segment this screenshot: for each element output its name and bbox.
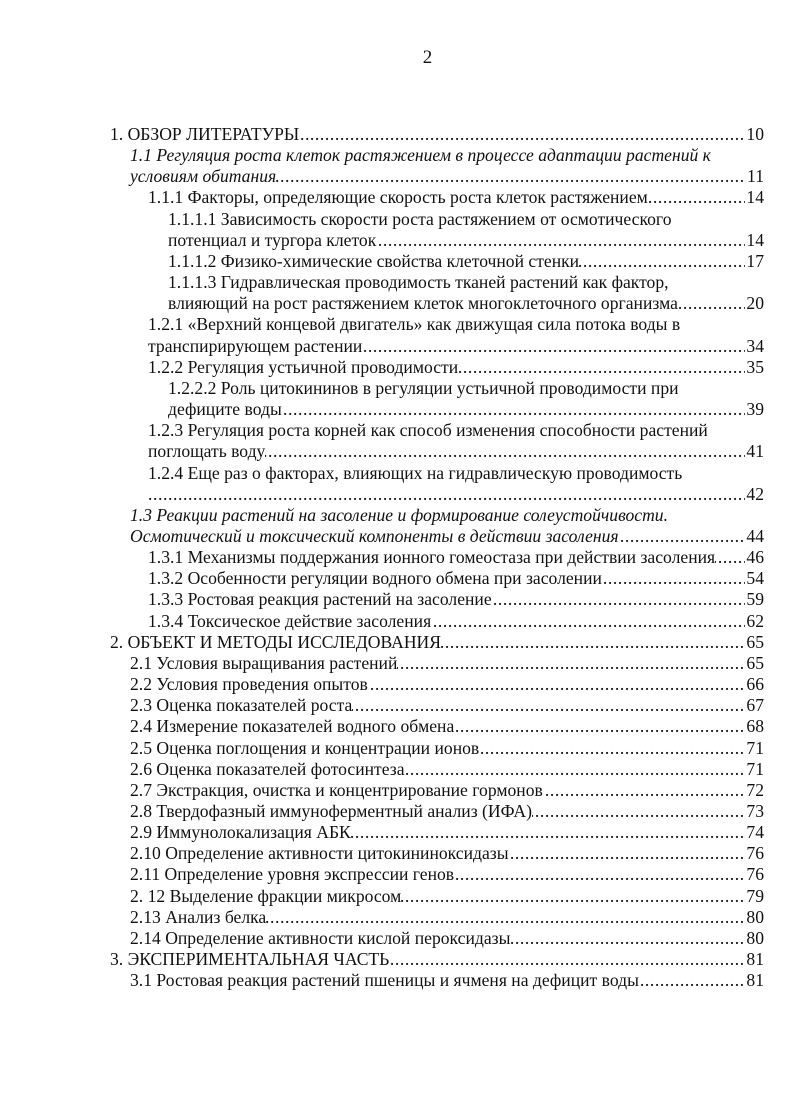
- toc-entry-page: 76: [746, 864, 764, 885]
- toc-entry[interactable]: [110, 843, 764, 864]
- toc-entry[interactable]: [110, 272, 764, 314]
- toc-entry-title: 1.1 Регуляция роста клеток растяжением в процессе адаптации растений к условиям обитания: [130, 145, 711, 187]
- toc-entry[interactable]: [110, 970, 764, 991]
- toc-entry-page: 41: [746, 441, 764, 462]
- toc-entry-page: 80: [746, 927, 764, 948]
- toc-entry-page: 72: [746, 779, 764, 800]
- toc-entry-page: 81: [746, 970, 764, 991]
- toc-entry[interactable]: [110, 695, 764, 716]
- toc-entry-page: 42: [746, 483, 764, 504]
- toc-entry[interactable]: [110, 907, 764, 928]
- toc-entry[interactable]: [110, 187, 764, 208]
- toc-entry-title: 2.14 Определение активности кислой пероксидазы: [130, 927, 511, 948]
- toc-entry-title: 1.3.4 Токсическое действие засоления: [148, 610, 432, 631]
- toc-entry[interactable]: [110, 632, 764, 653]
- toc-entry[interactable]: [110, 314, 764, 356]
- toc-entry-title: 2.8 Твердофазный иммуноферментный анализ (ИФА): [130, 800, 532, 821]
- page-number: 2: [422, 47, 433, 68]
- toc-entry[interactable]: [110, 589, 764, 610]
- toc-entry-title: 2.10 Определение активности цитокининоксидазы: [130, 843, 509, 864]
- toc-entry-page: 46: [746, 547, 764, 568]
- toc-entry-title: 2. 12 Выделение фракции микросом: [130, 885, 402, 906]
- toc-entry[interactable]: [110, 547, 764, 568]
- toc-entry-page: 59: [746, 589, 764, 610]
- toc-entry-title: 1.3.2 Особенности регуляции водного обмена при засолении: [148, 568, 602, 589]
- toc-entry[interactable]: [110, 145, 764, 187]
- toc-entry[interactable]: [110, 822, 764, 843]
- toc-entry[interactable]: [110, 674, 764, 695]
- toc-entry-title: 2.1 Условия выращивания растений: [130, 652, 398, 673]
- toc-entry-title: 2.4 Измерение показателей водного обмена: [130, 716, 455, 737]
- toc-entry[interactable]: [110, 738, 764, 759]
- toc-entry-title: 3.1 Ростовая реакция растений пшеницы и ячменя на дефицит воды: [130, 970, 639, 991]
- toc-entry[interactable]: [110, 780, 764, 801]
- toc-entry-page: 62: [746, 610, 764, 631]
- toc-entry[interactable]: [110, 716, 764, 737]
- toc-entry[interactable]: [110, 209, 764, 251]
- toc-entry[interactable]: [110, 463, 764, 505]
- toc-entry-page: 14: [746, 229, 764, 250]
- toc-entry-page: 80: [746, 906, 764, 927]
- toc-entry-page: 10: [746, 124, 764, 144]
- toc-entry-title: 1.1.1.3 Гидравлическая проводимость тканей растений как фактор, влияющий на рост растяжением клеток многоклеточного организма: [168, 272, 678, 314]
- toc-entry-page: 11: [747, 166, 764, 187]
- toc-entry-title: 3. ЭКСПЕРИМЕНТАЛЬНАЯ ЧАСТЬ: [110, 949, 390, 970]
- toc-entry[interactable]: [110, 759, 764, 780]
- toc-entry-title: 2.5 Оценка поглощения и концентрации ионов: [130, 737, 480, 758]
- toc-entry-page: 35: [746, 356, 764, 377]
- toc-entry[interactable]: [110, 420, 764, 462]
- toc-entry-page: 34: [746, 335, 764, 356]
- toc-entry-page: 81: [746, 949, 764, 970]
- toc-entry[interactable]: [110, 653, 764, 674]
- toc-entry[interactable]: [110, 864, 764, 885]
- toc-entry-page: 14: [746, 187, 764, 208]
- toc-entry[interactable]: [110, 378, 764, 420]
- toc-entry-title: 1.3 Реакции растений на засоление и формирование солеустойчивости. Осмотический и токсический компоненты в действии засоления: [130, 504, 668, 546]
- toc-entry-page: 39: [746, 399, 764, 420]
- toc-entry[interactable]: [110, 928, 764, 949]
- toc-entry-title: 2.2 Условия проведения опытов: [130, 674, 368, 695]
- toc-entry[interactable]: [110, 801, 764, 822]
- toc-entry-title: 2.13 Анализ белка: [130, 906, 267, 927]
- toc-entry-page: 76: [746, 843, 764, 864]
- toc-entry[interactable]: [110, 251, 764, 272]
- toc-entry-page: 20: [746, 293, 764, 314]
- toc-entry-title: 2.11 Определение уровня экспрессии генов: [130, 864, 455, 885]
- toc-entry-page: 44: [746, 525, 764, 546]
- toc-entry[interactable]: [110, 505, 764, 547]
- toc-entry-page: 79: [746, 885, 764, 906]
- toc-entry-title: 1.3.3 Ростовая реакция растений на засоление: [148, 589, 492, 610]
- toc-entry-title: 2.9 Иммунолокализация АБК: [130, 822, 351, 843]
- toc-entry-page: 71: [746, 758, 764, 779]
- toc-entry[interactable]: [110, 886, 764, 907]
- toc-entry[interactable]: [110, 124, 764, 145]
- toc-entry-page: 66: [746, 674, 764, 695]
- toc-entry[interactable]: [110, 357, 764, 378]
- toc-entry-title: 2. ОБЪЕКТ И МЕТОДЫ ИССЛЕДОВАНИЯ: [110, 631, 441, 652]
- toc-entry[interactable]: [110, 568, 764, 589]
- toc-entry-page: 17: [746, 250, 764, 271]
- toc-entry-title: 1.2.3 Регуляция роста корней как способ изменения способности растений поглощать воду: [148, 420, 708, 462]
- toc-entry-page: 73: [746, 800, 764, 821]
- toc-entry-title: 2.3 Оценка показателей роста: [130, 695, 353, 716]
- toc-entry[interactable]: [110, 611, 764, 632]
- toc-entry-page: 71: [746, 737, 764, 758]
- toc-entry-title: 1.1.1 Факторы, определяющие скорость роста клеток растяжением: [148, 187, 648, 208]
- toc-entry-title: 1.2.4 Еще раз о факторах, влияющих на гидравлическую проводимость: [148, 462, 683, 483]
- toc-entry-title: 1.1.1.2 Физико-химические свойства клеточной стенки: [168, 250, 580, 271]
- toc-entry-page: 65: [746, 631, 764, 652]
- toc-entry-title: 1.3.1 Механизмы поддержания ионного гомеостаза при действии засоления: [148, 547, 716, 568]
- toc-entry-page: 65: [746, 652, 764, 673]
- toc-entry-page: 74: [746, 822, 764, 843]
- toc-entry-title: 1.2.2 Регуляция устьичной проводимости: [148, 356, 459, 377]
- toc-entry-title: 2.7 Экстракция, очистка и концентрирование гормонов: [130, 779, 543, 800]
- toc-entry-page: 67: [746, 695, 764, 716]
- toc-entry-title: 1. ОБЗОР ЛИТЕРАТУРЫ: [110, 124, 300, 144]
- toc-entry-title: 1.2.2.2 Роль цитокининов в регуляции устьичной проводимости при дефиците воды: [168, 377, 679, 420]
- toc-entry-title: 1.1.1.1 Зависимость скорости роста растяжением от осмотического потенциал и тургора клеток: [168, 208, 672, 250]
- toc-entry-page: 68: [746, 716, 764, 737]
- toc-entry[interactable]: [110, 949, 764, 970]
- toc-entry-title: 1.2.1 «Верхний концевой двигатель» как движущая сила потока воды в транспирирующем растении: [148, 314, 681, 356]
- table-of-contents: [110, 124, 764, 991]
- toc-entry-page: 54: [746, 568, 764, 589]
- toc-entry-title: 2.6 Оценка показателей фотосинтеза: [130, 758, 405, 779]
